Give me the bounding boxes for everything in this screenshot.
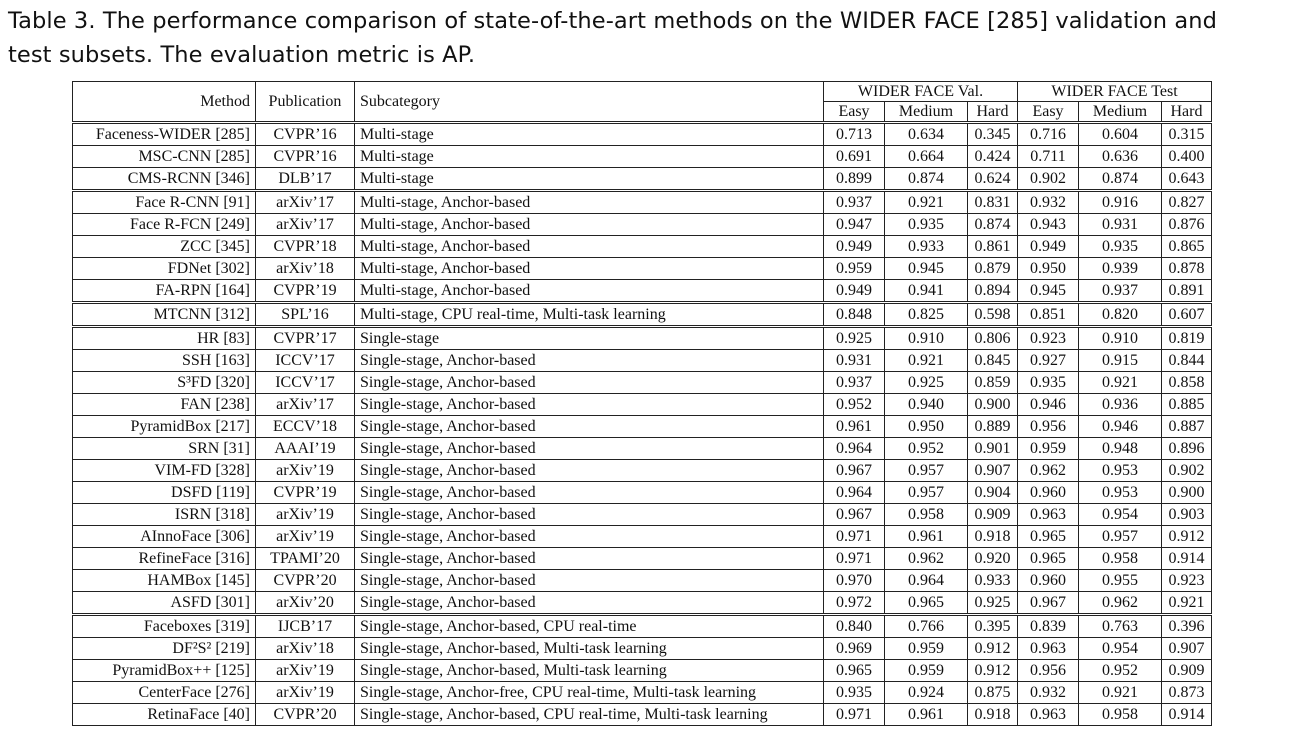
publication-cell: arXiv’17 — [256, 214, 355, 236]
table-row — [73, 168, 1212, 191]
val-easy-cell: 0.971 — [824, 548, 885, 570]
test-medium-cell: 0.958 — [1079, 704, 1162, 726]
val-medium-cell: 0.874 — [885, 168, 968, 191]
header-method: Method — [73, 82, 256, 123]
test-easy-cell: 0.965 — [1018, 526, 1079, 548]
val-medium-cell: 0.940 — [885, 394, 968, 416]
table-row — [73, 303, 1212, 327]
val-hard-cell: 0.909 — [968, 504, 1018, 526]
method-cell: Face R-FCN [249] — [73, 214, 256, 236]
test-hard-cell: 0.903 — [1162, 504, 1212, 526]
test-hard-cell: 0.400 — [1162, 146, 1212, 168]
method-cell: DSFD [119] — [73, 482, 256, 504]
val-easy-cell: 0.691 — [824, 146, 885, 168]
subcategory-cell: Single-stage, Anchor-based — [355, 526, 824, 548]
test-medium-cell: 0.921 — [1079, 372, 1162, 394]
publication-cell: SPL’16 — [256, 303, 355, 327]
table-row — [73, 394, 1212, 416]
method-cell: ASFD [301] — [73, 592, 256, 615]
val-easy-cell: 0.935 — [824, 682, 885, 704]
header-val-hard: Hard — [968, 102, 1018, 123]
test-hard-cell: 0.909 — [1162, 660, 1212, 682]
header-test-group: WIDER FACE Test — [1018, 82, 1212, 102]
table-row — [73, 615, 1212, 638]
val-medium-cell: 0.965 — [885, 592, 968, 615]
results-table — [72, 81, 1212, 726]
subcategory-cell: Single-stage, Anchor-based, CPU real-time — [355, 615, 824, 638]
test-medium-cell: 0.763 — [1079, 615, 1162, 638]
header-val-group: WIDER FACE Val. — [824, 82, 1018, 102]
method-cell: AInnoFace [306] — [73, 526, 256, 548]
subcategory-cell: Single-stage, Anchor-based, Multi-task learning — [355, 638, 824, 660]
val-hard-cell: 0.874 — [968, 214, 1018, 236]
subcategory-cell: Single-stage, Anchor-based — [355, 592, 824, 615]
test-medium-cell: 0.939 — [1079, 258, 1162, 280]
val-hard-cell: 0.912 — [968, 660, 1018, 682]
subcategory-cell: Single-stage, Anchor-based — [355, 416, 824, 438]
test-hard-cell: 0.819 — [1162, 327, 1212, 350]
val-hard-cell: 0.831 — [968, 191, 1018, 214]
val-easy-cell: 0.971 — [824, 704, 885, 726]
val-easy-cell: 0.949 — [824, 280, 885, 303]
method-cell: MTCNN [312] — [73, 303, 256, 327]
val-easy-cell: 0.959 — [824, 258, 885, 280]
test-hard-cell: 0.914 — [1162, 704, 1212, 726]
header-row-1 — [73, 82, 1212, 102]
publication-cell: ECCV’18 — [256, 416, 355, 438]
val-medium-cell: 0.935 — [885, 214, 968, 236]
table-row — [73, 258, 1212, 280]
val-easy-cell: 0.964 — [824, 438, 885, 460]
table-row — [73, 482, 1212, 504]
publication-cell: arXiv’20 — [256, 592, 355, 615]
publication-cell: AAAI’19 — [256, 438, 355, 460]
test-hard-cell: 0.912 — [1162, 526, 1212, 548]
subcategory-cell: Single-stage, Anchor-based — [355, 548, 824, 570]
val-easy-cell: 0.967 — [824, 504, 885, 526]
val-medium-cell: 0.964 — [885, 570, 968, 592]
header-test-easy: Easy — [1018, 102, 1079, 123]
method-cell: FAN [238] — [73, 394, 256, 416]
table-row — [73, 191, 1212, 214]
val-easy-cell: 0.967 — [824, 460, 885, 482]
header-val-easy: Easy — [824, 102, 885, 123]
method-cell: RefineFace [316] — [73, 548, 256, 570]
subcategory-cell: Multi-stage — [355, 146, 824, 168]
publication-cell: CVPR’16 — [256, 123, 355, 146]
test-medium-cell: 0.954 — [1079, 504, 1162, 526]
test-hard-cell: 0.914 — [1162, 548, 1212, 570]
val-medium-cell: 0.961 — [885, 526, 968, 548]
test-easy-cell: 0.932 — [1018, 191, 1079, 214]
publication-cell: arXiv’17 — [256, 394, 355, 416]
test-easy-cell: 0.935 — [1018, 372, 1079, 394]
test-easy-cell: 0.851 — [1018, 303, 1079, 327]
method-cell: ZCC [345] — [73, 236, 256, 258]
table-row — [73, 460, 1212, 482]
table-row — [73, 146, 1212, 168]
subcategory-cell: Single-stage, Anchor-based — [355, 504, 824, 526]
test-medium-cell: 0.820 — [1079, 303, 1162, 327]
val-medium-cell: 0.925 — [885, 372, 968, 394]
test-medium-cell: 0.604 — [1079, 123, 1162, 146]
publication-cell: arXiv’19 — [256, 504, 355, 526]
test-hard-cell: 0.900 — [1162, 482, 1212, 504]
test-easy-cell: 0.960 — [1018, 570, 1079, 592]
test-easy-cell: 0.967 — [1018, 592, 1079, 615]
method-cell: ISRN [318] — [73, 504, 256, 526]
val-hard-cell: 0.894 — [968, 280, 1018, 303]
val-easy-cell: 0.713 — [824, 123, 885, 146]
val-medium-cell: 0.962 — [885, 548, 968, 570]
val-easy-cell: 0.952 — [824, 394, 885, 416]
val-easy-cell: 0.971 — [824, 526, 885, 548]
val-hard-cell: 0.875 — [968, 682, 1018, 704]
caption-line-2: test subsets. The evaluation metric is AP. — [8, 42, 476, 68]
val-hard-cell: 0.395 — [968, 615, 1018, 638]
test-hard-cell: 0.902 — [1162, 460, 1212, 482]
test-easy-cell: 0.923 — [1018, 327, 1079, 350]
table-row — [73, 327, 1212, 350]
publication-cell: IJCB’17 — [256, 615, 355, 638]
method-cell: DF²S² [219] — [73, 638, 256, 660]
test-hard-cell: 0.873 — [1162, 682, 1212, 704]
test-easy-cell: 0.945 — [1018, 280, 1079, 303]
test-medium-cell: 0.931 — [1079, 214, 1162, 236]
test-easy-cell: 0.965 — [1018, 548, 1079, 570]
test-medium-cell: 0.936 — [1079, 394, 1162, 416]
table-row — [73, 123, 1212, 146]
publication-cell: CVPR’17 — [256, 327, 355, 350]
val-medium-cell: 0.933 — [885, 236, 968, 258]
val-hard-cell: 0.918 — [968, 526, 1018, 548]
method-cell: S³FD [320] — [73, 372, 256, 394]
val-medium-cell: 0.825 — [885, 303, 968, 327]
table-row — [73, 570, 1212, 592]
subcategory-cell: Multi-stage, Anchor-based — [355, 258, 824, 280]
test-hard-cell: 0.878 — [1162, 258, 1212, 280]
test-medium-cell: 0.958 — [1079, 548, 1162, 570]
val-easy-cell: 0.899 — [824, 168, 885, 191]
val-hard-cell: 0.889 — [968, 416, 1018, 438]
method-cell: Faceness-WIDER [285] — [73, 123, 256, 146]
test-easy-cell: 0.962 — [1018, 460, 1079, 482]
val-easy-cell: 0.965 — [824, 660, 885, 682]
val-medium-cell: 0.910 — [885, 327, 968, 350]
table-caption — [8, 4, 1292, 72]
table-row — [73, 704, 1212, 726]
subcategory-cell: Multi-stage — [355, 123, 824, 146]
val-easy-cell: 0.840 — [824, 615, 885, 638]
method-cell: SRN [31] — [73, 438, 256, 460]
subcategory-cell: Multi-stage, Anchor-based — [355, 214, 824, 236]
val-hard-cell: 0.624 — [968, 168, 1018, 191]
method-cell: RetinaFace [40] — [73, 704, 256, 726]
method-cell: PyramidBox [217] — [73, 416, 256, 438]
method-cell: HR [83] — [73, 327, 256, 350]
test-medium-cell: 0.874 — [1079, 168, 1162, 191]
val-hard-cell: 0.861 — [968, 236, 1018, 258]
val-easy-cell: 0.937 — [824, 372, 885, 394]
subcategory-cell: Single-stage — [355, 327, 824, 350]
table-row — [73, 214, 1212, 236]
test-medium-cell: 0.948 — [1079, 438, 1162, 460]
val-hard-cell: 0.345 — [968, 123, 1018, 146]
method-cell: FA-RPN [164] — [73, 280, 256, 303]
val-easy-cell: 0.949 — [824, 236, 885, 258]
test-hard-cell: 0.858 — [1162, 372, 1212, 394]
val-medium-cell: 0.958 — [885, 504, 968, 526]
publication-cell: arXiv’19 — [256, 682, 355, 704]
val-hard-cell: 0.598 — [968, 303, 1018, 327]
table-row — [73, 280, 1212, 303]
val-hard-cell: 0.912 — [968, 638, 1018, 660]
publication-cell: CVPR’19 — [256, 482, 355, 504]
val-hard-cell: 0.900 — [968, 394, 1018, 416]
subcategory-cell: Multi-stage, Anchor-based — [355, 191, 824, 214]
subcategory-cell: Multi-stage, CPU real-time, Multi-task learning — [355, 303, 824, 327]
test-medium-cell: 0.935 — [1079, 236, 1162, 258]
publication-cell: arXiv’18 — [256, 638, 355, 660]
publication-cell: arXiv’19 — [256, 660, 355, 682]
test-medium-cell: 0.916 — [1079, 191, 1162, 214]
val-medium-cell: 0.941 — [885, 280, 968, 303]
val-easy-cell: 0.937 — [824, 191, 885, 214]
header-test-medium: Medium — [1079, 102, 1162, 123]
method-cell: FDNet [302] — [73, 258, 256, 280]
table-body — [73, 123, 1212, 726]
test-easy-cell: 0.960 — [1018, 482, 1079, 504]
subcategory-cell: Single-stage, Anchor-based — [355, 460, 824, 482]
table-row — [73, 438, 1212, 460]
val-hard-cell: 0.424 — [968, 146, 1018, 168]
subcategory-cell: Multi-stage, Anchor-based — [355, 280, 824, 303]
val-hard-cell: 0.901 — [968, 438, 1018, 460]
subcategory-cell: Multi-stage, Anchor-based — [355, 236, 824, 258]
val-medium-cell: 0.766 — [885, 615, 968, 638]
val-easy-cell: 0.970 — [824, 570, 885, 592]
publication-cell: ICCV’17 — [256, 350, 355, 372]
val-hard-cell: 0.933 — [968, 570, 1018, 592]
test-medium-cell: 0.937 — [1079, 280, 1162, 303]
val-medium-cell: 0.959 — [885, 660, 968, 682]
publication-cell: arXiv’18 — [256, 258, 355, 280]
test-hard-cell: 0.921 — [1162, 592, 1212, 615]
test-medium-cell: 0.921 — [1079, 682, 1162, 704]
table-row — [73, 660, 1212, 682]
test-easy-cell: 0.956 — [1018, 416, 1079, 438]
subcategory-cell: Single-stage, Anchor-based, Multi-task learning — [355, 660, 824, 682]
test-hard-cell: 0.887 — [1162, 416, 1212, 438]
test-easy-cell: 0.943 — [1018, 214, 1079, 236]
publication-cell: CVPR’20 — [256, 570, 355, 592]
test-medium-cell: 0.946 — [1079, 416, 1162, 438]
test-medium-cell: 0.953 — [1079, 460, 1162, 482]
val-medium-cell: 0.961 — [885, 704, 968, 726]
val-medium-cell: 0.952 — [885, 438, 968, 460]
test-medium-cell: 0.957 — [1079, 526, 1162, 548]
test-easy-cell: 0.949 — [1018, 236, 1079, 258]
test-easy-cell: 0.959 — [1018, 438, 1079, 460]
test-medium-cell: 0.910 — [1079, 327, 1162, 350]
table-row — [73, 638, 1212, 660]
method-cell: Face R-CNN [91] — [73, 191, 256, 214]
subcategory-cell: Single-stage, Anchor-based — [355, 482, 824, 504]
subcategory-cell: Single-stage, Anchor-based — [355, 372, 824, 394]
method-cell: CMS-RCNN [346] — [73, 168, 256, 191]
publication-cell: ICCV’17 — [256, 372, 355, 394]
test-easy-cell: 0.963 — [1018, 638, 1079, 660]
method-cell: Faceboxes [319] — [73, 615, 256, 638]
test-hard-cell: 0.607 — [1162, 303, 1212, 327]
subcategory-cell: Single-stage, Anchor-free, CPU real-time, Multi-task learning — [355, 682, 824, 704]
test-hard-cell: 0.885 — [1162, 394, 1212, 416]
header-val-medium: Medium — [885, 102, 968, 123]
table-row — [73, 416, 1212, 438]
val-hard-cell: 0.879 — [968, 258, 1018, 280]
test-hard-cell: 0.907 — [1162, 638, 1212, 660]
val-medium-cell: 0.959 — [885, 638, 968, 660]
table-row — [73, 682, 1212, 704]
test-easy-cell: 0.946 — [1018, 394, 1079, 416]
subcategory-cell: Multi-stage — [355, 168, 824, 191]
table-row — [73, 504, 1212, 526]
publication-cell: TPAMI’20 — [256, 548, 355, 570]
method-cell: SSH [163] — [73, 350, 256, 372]
val-medium-cell: 0.957 — [885, 482, 968, 504]
val-hard-cell: 0.925 — [968, 592, 1018, 615]
val-easy-cell: 0.972 — [824, 592, 885, 615]
test-medium-cell: 0.955 — [1079, 570, 1162, 592]
test-easy-cell: 0.950 — [1018, 258, 1079, 280]
method-cell: PyramidBox++ [125] — [73, 660, 256, 682]
val-medium-cell: 0.634 — [885, 123, 968, 146]
test-easy-cell: 0.716 — [1018, 123, 1079, 146]
val-easy-cell: 0.947 — [824, 214, 885, 236]
test-hard-cell: 0.891 — [1162, 280, 1212, 303]
val-easy-cell: 0.925 — [824, 327, 885, 350]
test-easy-cell: 0.902 — [1018, 168, 1079, 191]
val-hard-cell: 0.859 — [968, 372, 1018, 394]
subcategory-cell: Single-stage, Anchor-based, CPU real-time, Multi-task learning — [355, 704, 824, 726]
val-medium-cell: 0.957 — [885, 460, 968, 482]
caption-line-1: Table 3. The performance comparison of state-of-the-art methods on the WIDER FACE [285] validation and — [8, 8, 1218, 34]
test-easy-cell: 0.932 — [1018, 682, 1079, 704]
table-row — [73, 548, 1212, 570]
val-hard-cell: 0.806 — [968, 327, 1018, 350]
test-hard-cell: 0.396 — [1162, 615, 1212, 638]
val-easy-cell: 0.961 — [824, 416, 885, 438]
header-subcategory: Subcategory — [355, 82, 824, 123]
val-hard-cell: 0.920 — [968, 548, 1018, 570]
test-hard-cell: 0.315 — [1162, 123, 1212, 146]
test-medium-cell: 0.962 — [1079, 592, 1162, 615]
test-hard-cell: 0.876 — [1162, 214, 1212, 236]
method-cell: MSC-CNN [285] — [73, 146, 256, 168]
val-medium-cell: 0.924 — [885, 682, 968, 704]
test-easy-cell: 0.963 — [1018, 704, 1079, 726]
test-easy-cell: 0.963 — [1018, 504, 1079, 526]
method-cell: CenterFace [276] — [73, 682, 256, 704]
test-hard-cell: 0.643 — [1162, 168, 1212, 191]
val-medium-cell: 0.921 — [885, 350, 968, 372]
publication-cell: arXiv’19 — [256, 460, 355, 482]
test-hard-cell: 0.923 — [1162, 570, 1212, 592]
test-hard-cell: 0.844 — [1162, 350, 1212, 372]
publication-cell: DLB’17 — [256, 168, 355, 191]
method-cell: HAMBox [145] — [73, 570, 256, 592]
test-easy-cell: 0.711 — [1018, 146, 1079, 168]
test-easy-cell: 0.927 — [1018, 350, 1079, 372]
subcategory-cell: Single-stage, Anchor-based — [355, 570, 824, 592]
test-medium-cell: 0.636 — [1079, 146, 1162, 168]
val-easy-cell: 0.964 — [824, 482, 885, 504]
val-hard-cell: 0.845 — [968, 350, 1018, 372]
val-hard-cell: 0.904 — [968, 482, 1018, 504]
val-easy-cell: 0.848 — [824, 303, 885, 327]
subcategory-cell: Single-stage, Anchor-based — [355, 350, 824, 372]
test-hard-cell: 0.896 — [1162, 438, 1212, 460]
val-hard-cell: 0.907 — [968, 460, 1018, 482]
val-easy-cell: 0.969 — [824, 638, 885, 660]
table-row — [73, 236, 1212, 258]
test-hard-cell: 0.827 — [1162, 191, 1212, 214]
test-medium-cell: 0.952 — [1079, 660, 1162, 682]
val-medium-cell: 0.945 — [885, 258, 968, 280]
table-header — [73, 82, 1212, 123]
test-hard-cell: 0.865 — [1162, 236, 1212, 258]
header-publication: Publication — [256, 82, 355, 123]
publication-cell: CVPR’18 — [256, 236, 355, 258]
test-easy-cell: 0.839 — [1018, 615, 1079, 638]
publication-cell: CVPR’16 — [256, 146, 355, 168]
val-medium-cell: 0.664 — [885, 146, 968, 168]
publication-cell: CVPR’19 — [256, 280, 355, 303]
publication-cell: arXiv’17 — [256, 191, 355, 214]
test-medium-cell: 0.915 — [1079, 350, 1162, 372]
table-row — [73, 526, 1212, 548]
publication-cell: arXiv’19 — [256, 526, 355, 548]
table-row — [73, 592, 1212, 615]
table-row — [73, 350, 1212, 372]
subcategory-cell: Single-stage, Anchor-based — [355, 394, 824, 416]
publication-cell: CVPR’20 — [256, 704, 355, 726]
subcategory-cell: Single-stage, Anchor-based — [355, 438, 824, 460]
header-test-hard: Hard — [1162, 102, 1212, 123]
val-easy-cell: 0.931 — [824, 350, 885, 372]
val-hard-cell: 0.918 — [968, 704, 1018, 726]
table-row — [73, 372, 1212, 394]
val-medium-cell: 0.950 — [885, 416, 968, 438]
test-easy-cell: 0.956 — [1018, 660, 1079, 682]
test-medium-cell: 0.954 — [1079, 638, 1162, 660]
test-medium-cell: 0.953 — [1079, 482, 1162, 504]
val-medium-cell: 0.921 — [885, 191, 968, 214]
method-cell: VIM-FD [328] — [73, 460, 256, 482]
